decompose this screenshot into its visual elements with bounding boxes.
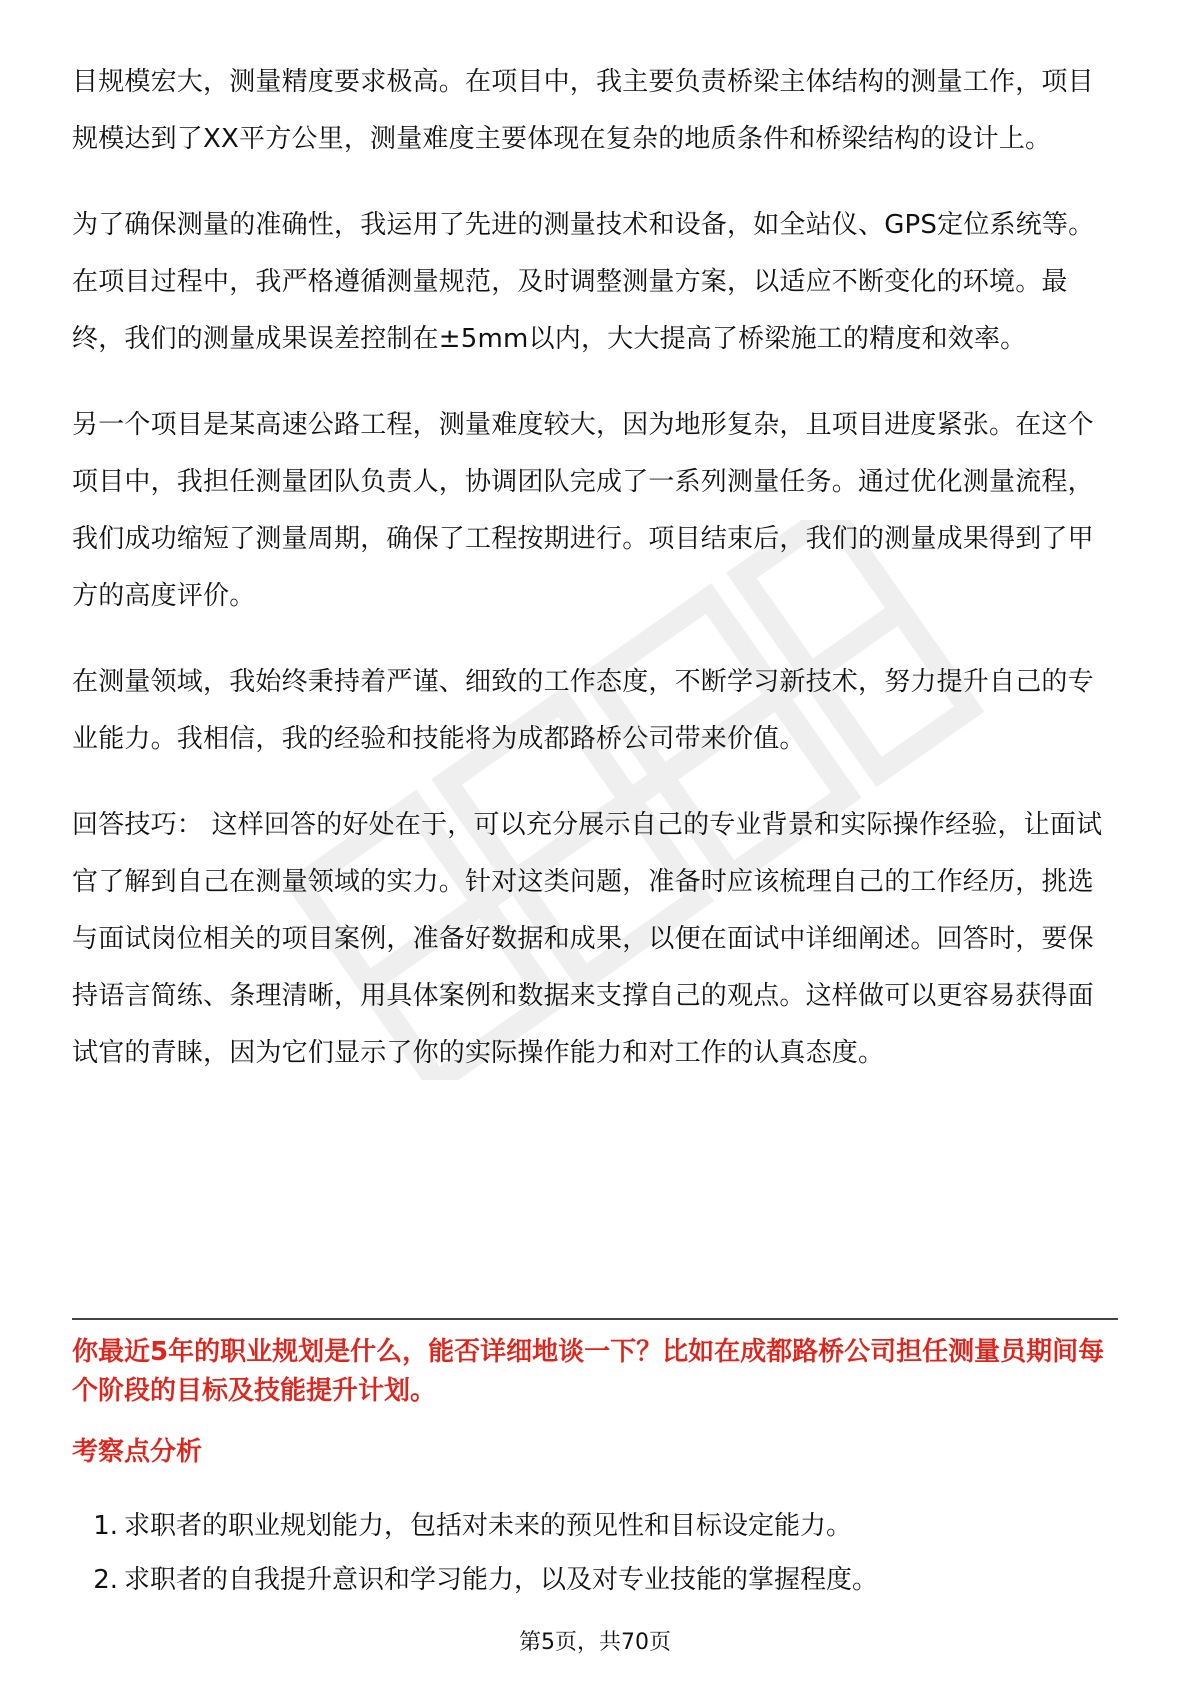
page-number: 第5页，共70页 <box>519 1630 671 1655</box>
interview-question: 你最近5年的职业规划是什么，能否详细地谈一下？比如在成都路桥公司担任测量员期间每个阶段的目标及技能提升计划。 <box>72 1337 1105 1406</box>
answer-body <box>72 54 1118 1082</box>
list-item-number: 1. <box>93 1511 118 1541</box>
analysis-heading: 考察点分析 <box>72 1437 203 1467</box>
answer-paragraph: 目规模宏大，测量精度要求极高。在项目中，我主要负责桥梁主体结构的测量工作，项目规模达到了XX平方公里，测量难度主要体现在复杂的地质条件和桥梁结构的设计上。 <box>72 67 1094 154</box>
list-item-text: 求职者的自我提升意识和学习能力，以及对专业技能的掌握程度。 <box>124 1565 879 1595</box>
list-item-number: 2. <box>93 1565 118 1595</box>
section-divider <box>72 1318 1118 1320</box>
answer-paragraph: 在测量领域，我始终秉持着严谨、细致的工作态度，不断学习新技术，努力提升自己的专业能力。我相信，我的经验和技能将为成都路桥公司带来价值。 <box>72 667 1094 754</box>
list-item <box>72 1560 1118 1614</box>
list-item <box>72 1506 1118 1560</box>
answer-paragraph: 另一个项目是某高速公路工程，测量难度较大，因为地形复杂，且项目进度紧张。在这个项目中，我担任测量团队负责人，协调团队完成了一系列测量任务。通过优化测量流程，我们成功缩短了测量周期，确保了工程按期进行。项目结束后，我们的测量成果得到了甲方的高度评价。 <box>72 410 1094 611</box>
answer-paragraph: 为了确保测量的准确性，我运用了先进的测量技术和设备，如全站仪、GPS定位系统等。在项目过程中，我严格遵循测量规范，及时调整测量方案，以适应不断变化的环境。最终，我们的测量成果误差控制在±5mm以内，大大提高了桥梁施工的精度和效率。 <box>72 210 1095 354</box>
list-item-text: 求职者的职业规划能力，包括对未来的预见性和目标设定能力。 <box>124 1511 853 1541</box>
analysis-list <box>72 1506 1118 1614</box>
answer-tips-paragraph: 回答技巧： 这样回答的好处在于，可以充分展示自己的专业背景和实际操作经验，让面试官了解到自己在测量领域的实力。针对这类问题，准备时应该梳理自己的工作经历，挑选与面试岗位相关的项目案例，准备好数据和成果，以便在面试中详细阐述。回答时，要保持语言简练、条理清晰，用具体案例和数据来支撑自己的观点。这样做可以更容易获得面试官的青睐，因为它们显示了你的实际操作能力和对工作的认真态度。 <box>72 810 1103 1068</box>
